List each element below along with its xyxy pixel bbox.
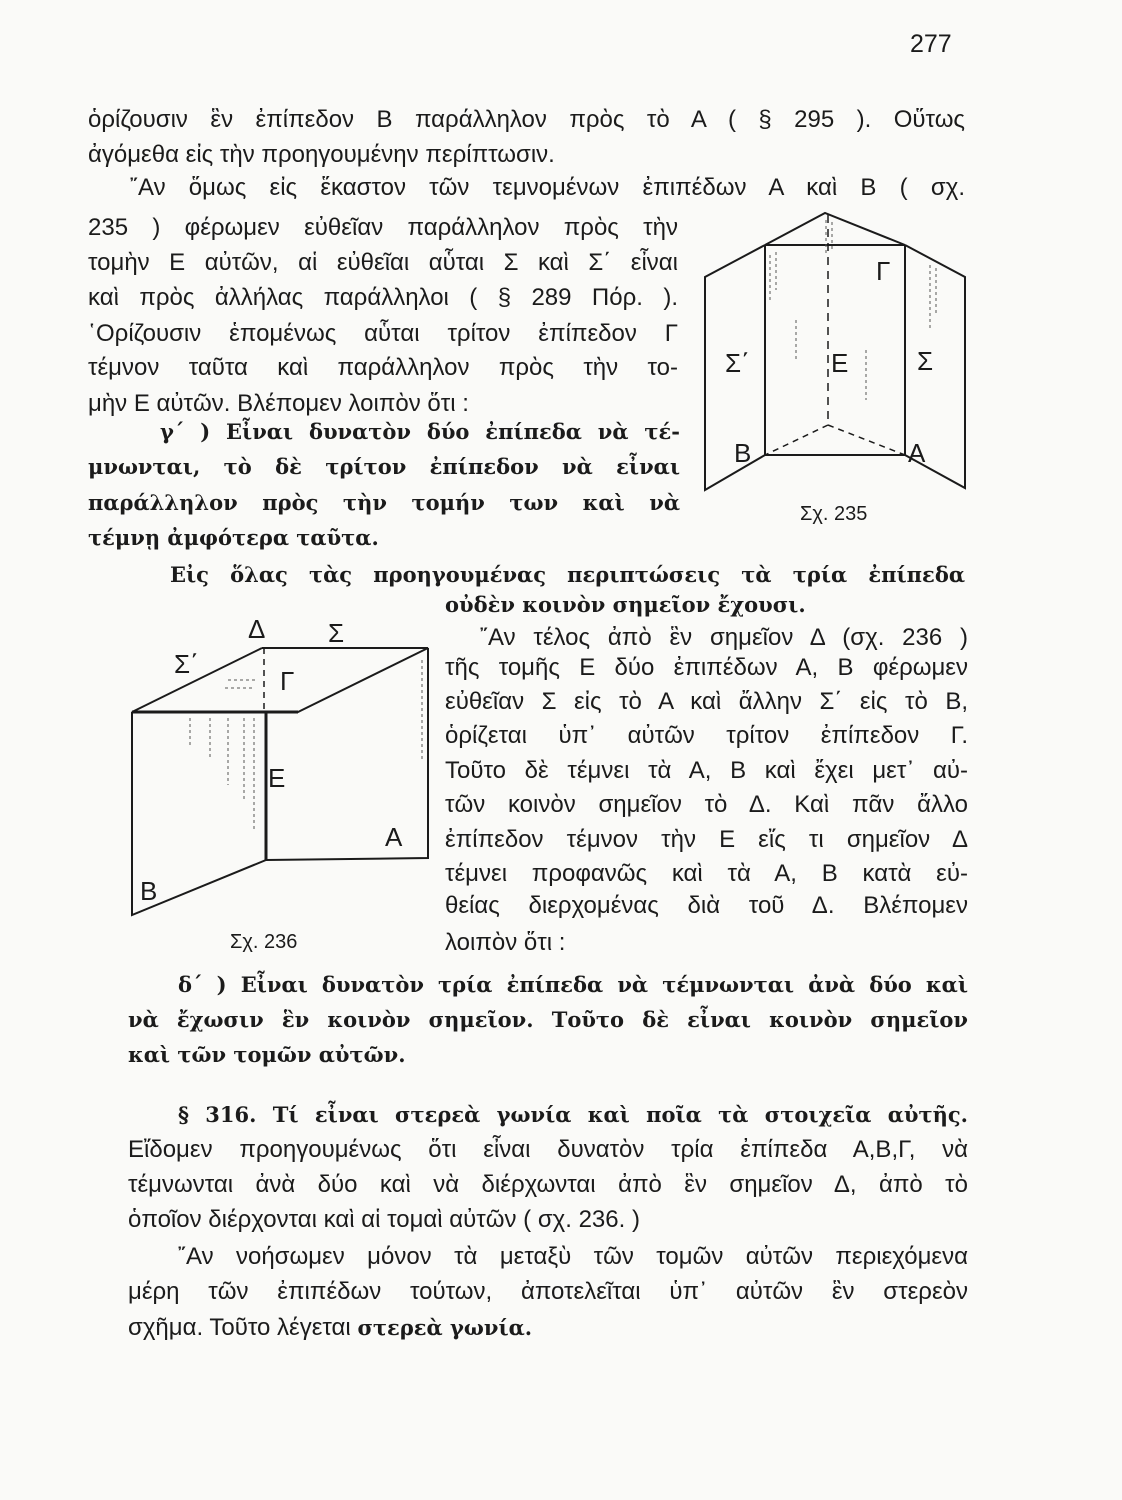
text-line: τέμνον ταῦτα καὶ παράλληλον πρὸς τὴν το- xyxy=(88,354,678,381)
figure-caption: Σχ. 235 xyxy=(800,503,868,525)
text-line: τῶν κοινὸν σημεῖον τὸ Δ. Καὶ πᾶν ἄλλο xyxy=(445,791,968,818)
label-sigma-prime: Σ΄ xyxy=(725,348,750,378)
label-sigma: Σ xyxy=(917,346,934,376)
theorem-line: δ΄ ) Εἶναι δυνατὸν τρία ἐπίπεδα νὰ τέμνωνται ἀνὰ δύο καὶ xyxy=(178,972,968,997)
text-line: ὁποῖον διέρχονται καὶ αἱ τομαὶ αὐτῶν ( σχ. 236. ) xyxy=(128,1206,640,1233)
theorem-line: Εἰς ὅλας τὰς προηγουμένας περιπτώσεις τὰ τρία ἐπίπεδα xyxy=(170,562,965,587)
label-e: Ε xyxy=(831,348,849,378)
section-heading: § 316. Τί εἶναι στερεὰ γωνία καὶ ποῖα τὰ στοιχεῖα αὐτῆς. xyxy=(178,1102,968,1127)
label-a: Α xyxy=(908,438,926,468)
text-line: τομὴν Ε αὐτῶν, αἱ εὐθεῖαι αὗται Σ καὶ Σ΄ εἶναι xyxy=(88,249,678,276)
text-line: ὁρίζουσιν ἓν ἐπίπεδον Β παράλληλον πρὸς τὸ Α ( § 295 ). Οὕτως xyxy=(88,106,965,133)
text-line: λοιπὸν ὅτι : xyxy=(445,929,566,956)
page-number: 277 xyxy=(910,30,952,58)
label-gamma: Γ xyxy=(876,256,891,286)
text-line: τέμνωνται ἀνὰ δύο καὶ νὰ διέρχωνται ἀπὸ ἓν σημεῖον Δ, ἀπὸ τὸ xyxy=(128,1171,968,1198)
theorem-line: οὐδὲν κοινὸν σημεῖον ἔχουσι. xyxy=(445,592,806,617)
text-normal: σχῆμα. Τοῦτο λέγεται xyxy=(128,1314,358,1341)
theorem-line: μνωνται, τὸ δὲ τρίτον ἐπίπεδον νὰ εἶναι xyxy=(88,454,680,479)
theorem-line: τέμνῃ ἀμφότερα ταῦτα. xyxy=(88,525,379,550)
text-line: ῾Ορίζουσιν ἑπομένως αὗται τρίτον ἐπίπεδον Γ xyxy=(88,320,678,347)
theorem-line: νὰ ἔχωσιν ἓν κοινὸν σημεῖον. Τοῦτο δὲ εἶναι κοινὸν σημεῖον xyxy=(128,1007,968,1032)
text-line: ἀγόμεθα εἰς τὴν προηγουμένην περίπτωσιν. xyxy=(88,141,555,168)
theorem-line: γ΄ ) Εἶναι δυνατὸν δύο ἐπίπεδα νὰ τέ- xyxy=(160,419,680,444)
text-line: εὐθεῖαν Σ εἰς τὸ Α καὶ ἄλλην Σ΄ εἰς τὸ Β, xyxy=(445,688,968,715)
text-line: 235 ) φέρωμεν εὐθεῖαν παράλληλον πρὸς τὴν xyxy=(88,214,678,241)
text-line: ῎Αν νοήσωμεν μόνον τὰ μεταξὺ τῶν τομῶν αὐτῶν περιεχόμενα xyxy=(178,1243,968,1270)
label-a: Α xyxy=(385,822,403,852)
theorem-line: καὶ τῶν τομῶν αὐτῶν. xyxy=(128,1042,406,1067)
label-delta: Δ xyxy=(248,614,266,644)
text-line: ῎Αν τέλος ἀπὸ ἓν σημεῖον Δ (σχ. 236 ) xyxy=(480,624,968,651)
text-line: τῆς τομῆς Ε δύο ἐπιπέδων Α, Β φέρωμεν xyxy=(445,654,968,681)
figure-caption: Σχ. 236 xyxy=(230,931,298,953)
text-line: καὶ πρὸς ἀλλήλας παράλληλοι ( § 289 Πόρ. ). xyxy=(88,284,678,311)
text-line: μὴν Ε αὐτῶν. Βλέπομεν λοιπὸν ὅτι : xyxy=(88,390,469,417)
label-sigma: Σ xyxy=(328,618,345,648)
text-line: μέρη τῶν ἐπιπέδων τούτων, ἀποτελεῖται ὑπ᾽ αὐτῶν ἓν στερεὸν xyxy=(128,1278,968,1305)
label-sigma-prime: Σ΄ xyxy=(174,649,199,679)
theorem-line: παράλληλον πρὸς τὴν τομήν των καὶ νὰ xyxy=(88,490,680,515)
label-b: Β xyxy=(140,876,158,906)
text-line: ὁρίζεται ὑπ᾽ αὐτῶν τρίτον ἐπίπεδον Γ. xyxy=(445,722,968,749)
text-line: τέμνει προφανῶς καὶ τὰ Α, Β κατὰ εὐ- xyxy=(445,860,968,887)
text-line: θείας διερχομένας διὰ τοῦ Δ. Βλέπομεν xyxy=(445,892,968,919)
text-line: Εἴδομεν προηγουμένως ὅτι εἶναι δυνατὸν τρία ἐπίπεδα Α,Β,Γ, νὰ xyxy=(128,1136,968,1163)
term-bold: στερεὰ γωνία. xyxy=(357,1315,533,1340)
text-line: Τοῦτο δὲ τέμνει τὰ Α, Β καὶ ἔχει μετ᾽ αὐ- xyxy=(445,757,968,784)
label-e: Ε xyxy=(268,763,286,793)
label-gamma: Γ xyxy=(280,666,295,696)
text-line: ἐπίπεδον τέμνον τὴν Ε εἴς τι σημεῖον Δ xyxy=(445,826,968,853)
label-b: Β xyxy=(734,438,752,468)
text-line: ῎Αν ὅμως εἰς ἕκαστον τῶν τεμνομένων ἐπιπέδων Α καὶ Β ( σχ. xyxy=(130,174,965,201)
